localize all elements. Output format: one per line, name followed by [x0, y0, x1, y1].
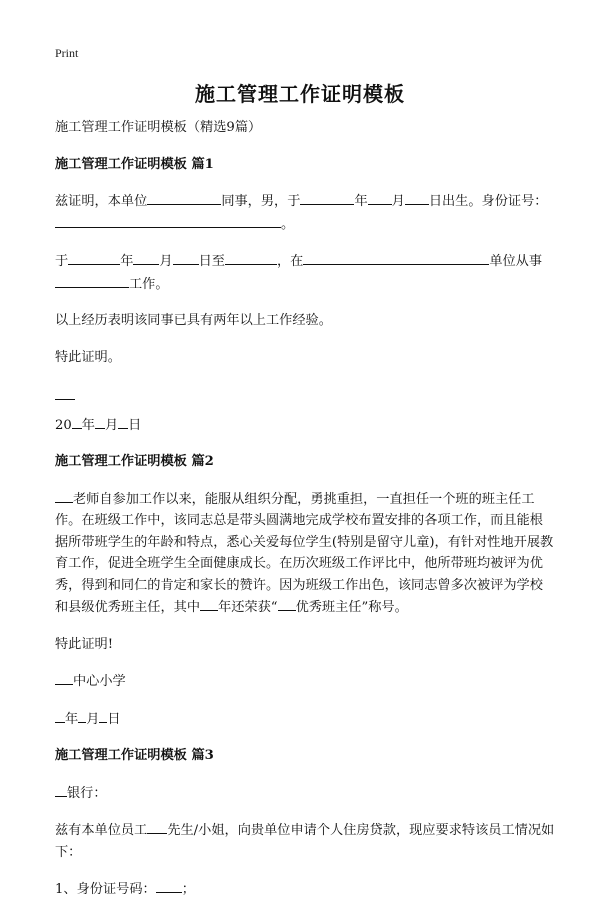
- blank-field: [303, 250, 489, 265]
- blank-field: [55, 213, 281, 228]
- signature-line: [55, 388, 555, 410]
- section-3-bank: 银行：: [55, 782, 555, 805]
- section-2-heading: 施工管理工作证明模板 篇2: [55, 454, 214, 469]
- blank-field: [278, 596, 296, 611]
- blank-field: [405, 190, 429, 205]
- signature-blank: [55, 398, 75, 400]
- blank-field: [147, 190, 221, 205]
- section-2-date: 年 月 日: [55, 708, 555, 731]
- section-3-body: 兹有本单位员工 先生/小姐，向贵单位申请个人住房贷款，现应要求特该员工情况如下：: [55, 819, 555, 863]
- blank-field: [118, 414, 128, 429]
- section-2-closing: 特此证明!: [55, 636, 114, 652]
- blank-field: [225, 250, 277, 265]
- blank-field: [300, 190, 354, 205]
- section-2-school: 中心小学: [55, 670, 555, 693]
- blank-field: [72, 414, 82, 429]
- section-1-paragraph-4: 特此证明。: [55, 349, 121, 365]
- blank-field: [55, 782, 67, 797]
- section-1-date: 20 年 月 日: [55, 414, 555, 437]
- document-subtitle: 施工管理工作证明模板（精选9篇）: [55, 120, 262, 135]
- section-3-heading: 施工管理工作证明模板 篇3: [55, 748, 214, 763]
- document-title: 施工管理工作证明模板: [195, 82, 405, 106]
- document-body: [55, 117, 555, 916]
- blank-field: [55, 488, 73, 503]
- blank-field: [200, 596, 218, 611]
- blank-field: [55, 708, 65, 723]
- blank-field: [55, 670, 73, 685]
- blank-field: [156, 878, 182, 893]
- section-1-paragraph-2: 于 年 月 日至 ，在 单位从事工作。: [55, 250, 555, 295]
- blank-field: [173, 250, 199, 265]
- blank-field: [95, 414, 105, 429]
- blank-field: [68, 250, 120, 265]
- blank-field: [78, 708, 86, 723]
- blank-field: [55, 273, 129, 288]
- blank-field: [147, 819, 167, 834]
- section-1-paragraph-1: 兹证明，本单位 同事，男，于 年 月 日出生。身份证号：。: [55, 190, 555, 235]
- section-2-body: 老师自参加工作以来，能服从组织分配，勇挑重担，一直担任一个班的班主任工作。在班级工作中，该同志总是带头圆满地完成学校布置安排的各项工作，而且能根据所带班学生的年龄和特点，悉心关爱每位学生(特别是留守儿童)，有针对性地开展教育工作，促进全班学生全面健康成长。在历次班级工作评比中，他所带班均被评为优秀，得到和同仁的肯定和家长的赞许。因为班级工作出色，该同志曾多次被评为学校和县级优秀班主任，其中 年还荣获“ 优秀班主任”称号。: [55, 488, 555, 619]
- section-3-item-1: 1、身份证号码： ；: [55, 878, 555, 901]
- section-1-heading: 施工管理工作证明模板 篇1: [55, 156, 214, 172]
- blank-field: [133, 250, 159, 265]
- print-label[interactable]: Print: [55, 46, 79, 60]
- section-1-paragraph-3: 以上经历表明该同事已具有两年以上工作经验。: [55, 313, 332, 328]
- blank-field: [368, 190, 392, 205]
